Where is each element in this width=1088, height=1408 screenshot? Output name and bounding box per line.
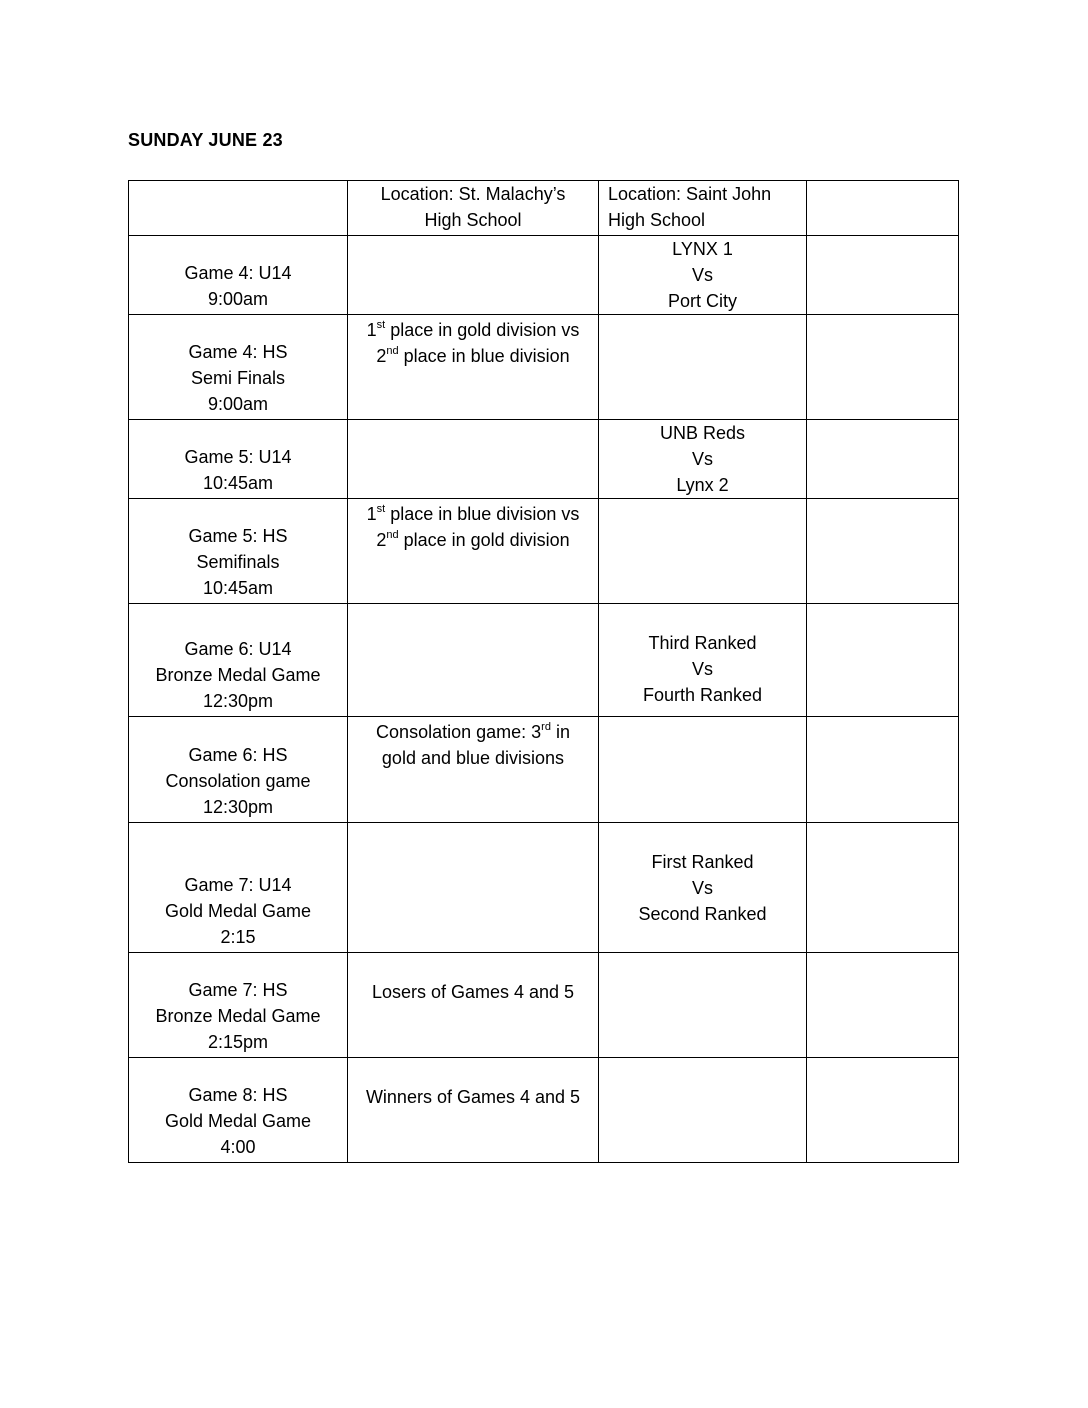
- game-line: 10:45am: [202, 578, 274, 598]
- ordinal-suffix: nd: [386, 529, 399, 541]
- matchup-text: Consolation game: 3: [376, 722, 542, 742]
- st-malachys-cell: [348, 717, 599, 823]
- game-line: 2:15: [220, 927, 256, 947]
- game-line: Game 8: HS: [188, 1085, 288, 1105]
- header-line: High School: [424, 210, 522, 230]
- matchup-line: Port City: [667, 291, 737, 311]
- game-line: Gold Medal Game: [164, 901, 312, 921]
- table-row: [129, 499, 959, 604]
- matchup-line: Vs: [691, 265, 713, 285]
- game-line: Game 4: U14: [184, 263, 292, 283]
- blank-cell: [807, 315, 959, 420]
- matchup-line: Third Ranked: [648, 633, 757, 653]
- st-malachys-cell: [348, 823, 599, 953]
- table-row: [129, 604, 959, 717]
- game-cell: [129, 420, 348, 499]
- game-line: 12:30pm: [202, 691, 274, 711]
- blank-cell: [807, 717, 959, 823]
- matchup-text: 1: [366, 504, 377, 524]
- table-row: [129, 823, 959, 953]
- ordinal-suffix: rd: [541, 721, 551, 733]
- game-line: 10:45am: [202, 473, 274, 493]
- game-line: 4:00: [220, 1137, 256, 1157]
- matchup-line: [354, 719, 592, 745]
- matchup-text: place in gold division vs: [385, 320, 580, 340]
- saint-john-cell: [599, 420, 807, 499]
- matchup-text: in: [550, 722, 570, 742]
- st-malachys-cell: [348, 604, 599, 717]
- game-line: Game 7: HS: [188, 980, 288, 1000]
- game-line: Bronze Medal Game: [155, 1006, 321, 1026]
- table-row: [129, 1058, 959, 1163]
- matchup-text: place in blue division: [398, 346, 570, 366]
- matchup-line: First Ranked: [651, 852, 754, 872]
- saint-john-cell: [599, 953, 807, 1058]
- matchup-line: [354, 343, 592, 369]
- game-line: Game 4: HS: [188, 342, 288, 362]
- matchup-line: [354, 1084, 592, 1110]
- st-malachys-cell: [348, 236, 599, 315]
- matchup-line: LYNX 1: [672, 239, 733, 259]
- st-malachys-cell: [348, 315, 599, 420]
- table-row: [129, 420, 959, 499]
- saint-john-cell: [599, 717, 807, 823]
- page-title: SUNDAY JUNE 23: [128, 130, 283, 150]
- header-cell-st-malachys: [348, 181, 599, 236]
- ordinal-suffix: st: [376, 319, 386, 331]
- game-line: 9:00am: [207, 289, 269, 309]
- game-line: Game 6: HS: [188, 745, 288, 765]
- game-line: Bronze Medal Game: [155, 665, 321, 685]
- blank-cell: [807, 236, 959, 315]
- game-line: Game 5: HS: [188, 526, 288, 546]
- header-line: Location: Saint John: [608, 184, 772, 204]
- matchup-line: [354, 501, 592, 527]
- matchup-line: [354, 979, 592, 1005]
- matchup-text: place in gold division: [398, 530, 570, 550]
- header-line: Location: St. Malachy’s: [380, 184, 566, 204]
- matchup-text: 2: [376, 530, 387, 550]
- saint-john-cell: [599, 499, 807, 604]
- matchup-text: 1: [366, 320, 377, 340]
- game-cell: [129, 823, 348, 953]
- matchup-line: Vs: [691, 878, 713, 898]
- game-line: 9:00am: [207, 394, 269, 414]
- table-row: [129, 315, 959, 420]
- header-cell-blank: [129, 181, 348, 236]
- matchup-line: Second Ranked: [638, 904, 767, 924]
- game-line: Game 7: U14: [184, 875, 292, 895]
- st-malachys-cell: [348, 953, 599, 1058]
- game-line: 2:15pm: [207, 1032, 269, 1052]
- game-cell: [129, 499, 348, 604]
- st-malachys-cell: [348, 420, 599, 499]
- matchup-text: gold and blue divisions: [381, 748, 565, 768]
- game-line: 12:30pm: [202, 797, 274, 817]
- table-row: [129, 717, 959, 823]
- header-cell-saint-john: [599, 181, 807, 236]
- matchup-line: Lynx 2: [676, 475, 729, 495]
- matchup-line: Vs: [691, 659, 713, 679]
- saint-john-cell: [599, 315, 807, 420]
- blank-cell: [807, 953, 959, 1058]
- header-line: High School: [608, 210, 706, 230]
- blank-cell: [807, 1058, 959, 1163]
- ordinal-suffix: nd: [386, 345, 399, 357]
- matchup-text: 2: [376, 346, 387, 366]
- blank-cell: [807, 499, 959, 604]
- table-row: [129, 236, 959, 315]
- game-cell: [129, 717, 348, 823]
- matchup-text: place in blue division vs: [385, 504, 580, 524]
- game-cell: [129, 1058, 348, 1163]
- blank-cell: [807, 604, 959, 717]
- game-line: Semi Finals: [190, 368, 286, 388]
- saint-john-cell: [599, 604, 807, 717]
- matchup-line: [354, 745, 592, 771]
- game-line: Game 6: U14: [184, 639, 292, 659]
- saint-john-cell: [599, 823, 807, 953]
- st-malachys-cell: [348, 499, 599, 604]
- game-cell: [129, 604, 348, 717]
- blank-cell: [807, 823, 959, 953]
- st-malachys-cell: [348, 1058, 599, 1163]
- matchup-line: Fourth Ranked: [642, 685, 763, 705]
- ordinal-suffix: st: [376, 503, 386, 515]
- game-line: Consolation game: [165, 771, 311, 791]
- game-line: Gold Medal Game: [164, 1111, 312, 1131]
- game-cell: [129, 953, 348, 1058]
- header-cell-blank: [807, 181, 959, 236]
- matchup-line: Vs: [691, 449, 713, 469]
- saint-john-cell: [599, 236, 807, 315]
- game-cell: [129, 236, 348, 315]
- matchup-line: [354, 527, 592, 553]
- matchup-line: UNB Reds: [659, 423, 746, 443]
- saint-john-cell: [599, 1058, 807, 1163]
- game-line: Game 5: U14: [184, 447, 292, 467]
- table-row: [129, 953, 959, 1058]
- blank-cell: [807, 420, 959, 499]
- matchup-text: Losers of Games 4 and 5: [371, 982, 575, 1002]
- schedule-table: [128, 180, 959, 1163]
- game-line: Semifinals: [196, 552, 280, 572]
- matchup-line: [354, 317, 592, 343]
- matchup-text: Winners of Games 4 and 5: [365, 1087, 581, 1107]
- game-cell: [129, 315, 348, 420]
- header-row: [129, 181, 959, 236]
